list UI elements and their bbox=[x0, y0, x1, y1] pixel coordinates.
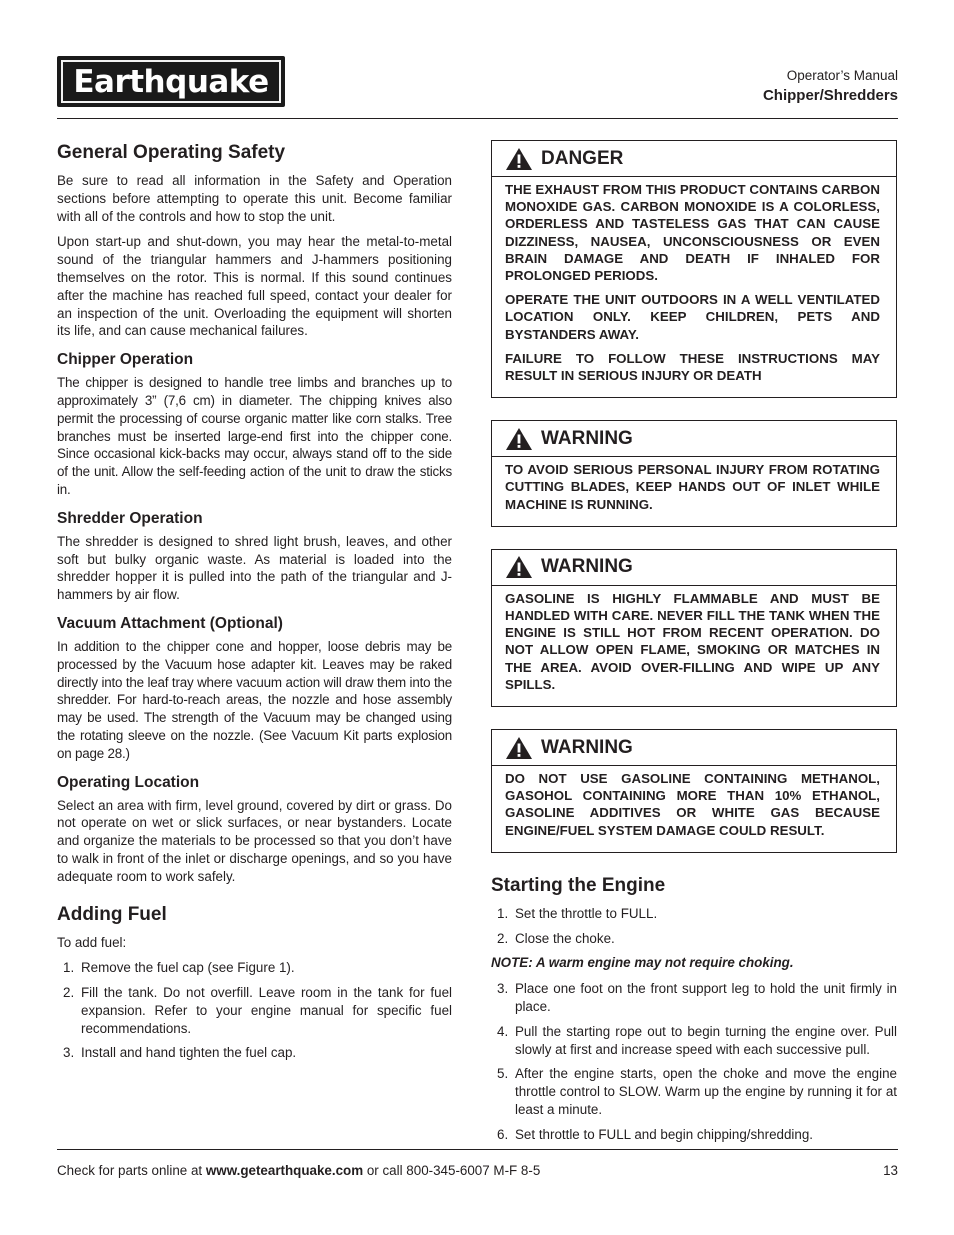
warning-title: WARNING bbox=[541, 556, 633, 578]
warning-box-fuel-type bbox=[491, 729, 897, 853]
warning-title: WARNING bbox=[541, 427, 633, 449]
general-safety-p1: Be sure to read all information in the Safety and Operation sections before attempting to operate this unit. Become familiar with all of the controls and how to stop the unit. bbox=[57, 173, 452, 224]
warning-blades-text: TO AVOID SERIOUS PERSONAL INJURY FROM ROTATING CUTTING BLADES, KEEP HANDS OUT OF INLET WHILE MACHINE IS RUNNING. bbox=[505, 462, 880, 512]
website-link[interactable]: www.getearthquake.com bbox=[205, 1163, 364, 1178]
warning-triangle-icon bbox=[505, 736, 533, 760]
list-item: 6. Set throttle to FULL and begin chipping/shredding. bbox=[497, 1126, 814, 1142]
choke-note: NOTE: A warm engine may not require choking. bbox=[491, 955, 794, 971]
starting-engine-heading: Starting the Engine bbox=[491, 874, 666, 896]
list-item: 1. Set the throttle to FULL. bbox=[497, 905, 658, 921]
shredder-heading: Shredder Operation bbox=[57, 509, 203, 527]
list-item: 2. Close the choke. bbox=[497, 930, 615, 946]
danger-body bbox=[492, 177, 896, 397]
list-item: 1. Remove the fuel cap (see Figure 1). bbox=[63, 960, 295, 976]
danger-p1: THE EXHAUST FROM THIS PRODUCT CONTAINS CARBON MONOXIDE GAS. CARBON MONOXIDE IS A COLORLESS, ORDERLESS AND TASTELESS GAS THAT CAN CAUSE DIZZINESS, NAUSEA, UNCONSCIOUSNESS OR EVEN BRAIN DAMAGE AND DEATH IF INHALED FOR PROLONGED PERIODS. bbox=[505, 182, 880, 284]
list-item: 2. Fill the tank. Do not overfill. Leave room in the tank for fuel expansion. Refer to your engine manual for specific fuel recommendations. bbox=[63, 985, 452, 1036]
warning-header bbox=[492, 421, 896, 457]
warning-fuel-type-text: DO NOT USE GASOLINE CONTAINING METHANOL, GASOHOL CONTAINING MORE THAN 10% ETHANOL, GASOLINE ADDITIVES OR WHITE GAS BECAUSE ENGINE/FUEL SYSTEM DAMAGE COULD RESULT. bbox=[505, 771, 880, 838]
footer-suffix: or call 800-345-6007 M-F 8-5 bbox=[363, 1163, 541, 1178]
logo-text: Earthquake bbox=[73, 63, 269, 100]
warning-body bbox=[492, 766, 896, 852]
danger-p3: FAILURE TO FOLLOW THESE INSTRUCTIONS MAY RESULT IN SERIOUS INJURY OR DEATH bbox=[505, 350, 880, 384]
page-number: 13 bbox=[883, 1163, 898, 1178]
left-column bbox=[57, 140, 452, 1069]
warning-gasoline-text: GASOLINE IS HIGHLY FLAMMABLE AND MUST BE HANDLED WITH CARE. NEVER FILL THE TANK WHEN THE ENGINE IS STILL HOT FROM RECENT OPERATION. DO NOT ALLOW OPEN FLAME, SMOKING OR MATCHES IN THE AREA. AVOID OVER-FILLING AND WIPE UP ANY SPILLS. bbox=[505, 590, 880, 692]
vacuum-p1: In addition to the chipper cone and hopper, loose debris may be processed by the Vacuum hose adapter kit. Leaves may be raked directly into the leaf tray where vacuum action will draw them into the shredder. For hard-to-reach areas, the nozzle and hose assembly may be used. The strength of the Vacuum may be changed using the rotating sleeve on the nozzle. (See Vacuum Kit parts explosion on page 28.) bbox=[57, 638, 452, 761]
adding-fuel-intro: To add fuel: bbox=[57, 934, 127, 950]
danger-p2: OPERATE THE UNIT OUTDOORS IN A WELL VENTILATED LOCATION ONLY. KEEP CHILDREN, PETS AND BYSTANDERS AWAY. bbox=[505, 292, 880, 342]
starting-engine-steps-b bbox=[491, 980, 897, 1143]
footer-prefix: Check for parts online at bbox=[57, 1163, 206, 1178]
warning-triangle-icon bbox=[505, 147, 533, 171]
manual-label: Operator’s Manual bbox=[786, 68, 898, 83]
danger-title: DANGER bbox=[541, 147, 624, 169]
chipper-heading: Chipper Operation bbox=[57, 351, 194, 369]
footer-contact bbox=[57, 1163, 540, 1178]
earthquake-logo bbox=[57, 56, 285, 107]
logo-frame bbox=[61, 60, 281, 103]
warning-body bbox=[492, 457, 896, 526]
list-item: 3. Install and hand tighten the fuel cap. bbox=[63, 1045, 297, 1061]
shredder-p1: The shredder is designed to shred light brush, leaves, and other soft but bulky organic waste. As material is loaded into the shredder hopper it is pulled into the path of the triangular and J-hammers by air flow. bbox=[57, 533, 452, 603]
warning-triangle-icon bbox=[505, 427, 533, 451]
warning-title: WARNING bbox=[541, 736, 633, 758]
list-item: 4. Pull the starting rope out to begin turning the engine over. Pull slowly at first and increase speed with each successive pull. bbox=[497, 1023, 897, 1057]
footer-divider bbox=[57, 1149, 898, 1150]
danger-header bbox=[492, 141, 896, 177]
right-column bbox=[491, 140, 897, 1151]
general-safety-heading: General Operating Safety bbox=[57, 142, 286, 163]
warning-header bbox=[492, 730, 896, 766]
chipper-p1: The chipper is designed to handle tree limbs and branches up to approximately 3” (7,6 cm) in diameter. The chipping knives also permit the processing of course organic matter like corn stalks. Tree branches must be inserted large-end first into the chipper cone. Since occasional kick-backs may occur, always stand off to the side of the unit. Allow the self-feeding action of the unit to draw the sticks in. bbox=[57, 375, 452, 497]
vacuum-heading: Vacuum Attachment (Optional) bbox=[57, 614, 283, 632]
warning-header bbox=[492, 550, 896, 586]
warning-body bbox=[492, 586, 896, 706]
product-name: Chipper/Shredders bbox=[762, 87, 898, 104]
adding-fuel-heading: Adding Fuel bbox=[57, 903, 167, 925]
general-safety-p2: Upon start-up and shut-down, you may hear the metal-to-metal sound of the triangular hammers and J-hammers positioning themselves on the rotor. This is normal. If this sound continues after the machine has reached full speed, contact your dealer for an inspection of the unit. Overloading the equipment will shorten its life, and can cause mechanical failures. bbox=[57, 234, 452, 339]
header-divider bbox=[57, 118, 898, 119]
warning-box-gasoline bbox=[491, 549, 897, 707]
location-heading: Operating Location bbox=[57, 773, 200, 791]
warning-box-blades bbox=[491, 420, 897, 527]
warning-triangle-icon bbox=[505, 555, 533, 579]
list-item: 3. Place one foot on the front support leg to hold the unit firmly in place. bbox=[497, 981, 897, 1015]
list-item: 5. After the engine starts, open the choke and move the engine throttle control to SLOW. Warm up the engine by running it for at least a minute. bbox=[497, 1066, 897, 1118]
danger-box bbox=[491, 140, 897, 398]
location-p1: Select an area with firm, level ground, covered by dirt or grass. Do not operate on wet or slick surfaces, or near bystanders. Locate and organize the materials to be processed so that you don’t have to walk in front of the inlet or discharge openings, and so you have adequate room to work safely. bbox=[57, 797, 452, 884]
starting-engine-steps-a bbox=[491, 905, 897, 948]
adding-fuel-steps bbox=[57, 959, 452, 1062]
header-right bbox=[763, 67, 898, 107]
